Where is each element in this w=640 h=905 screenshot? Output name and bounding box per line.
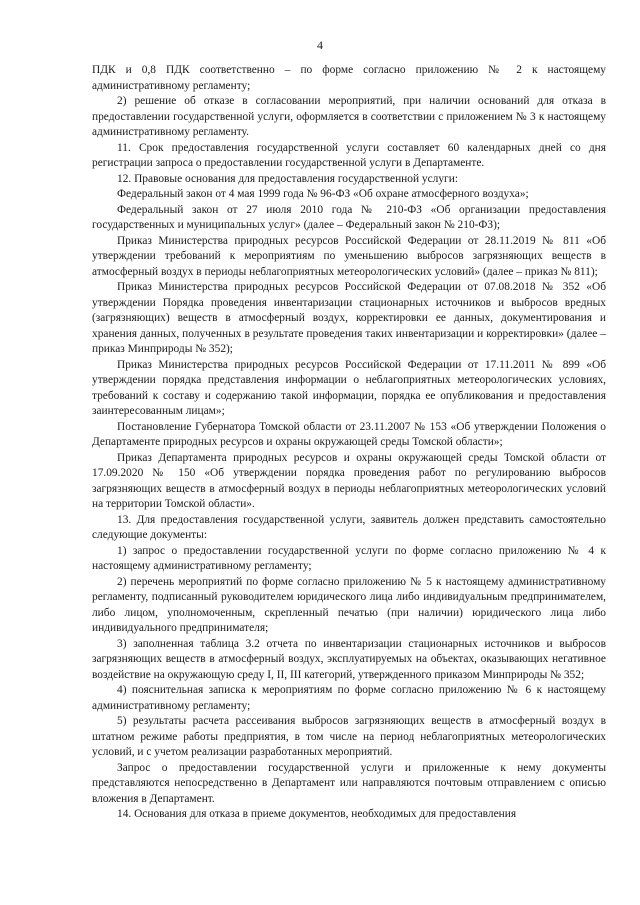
paragraph: Приказ Департамента природных ресурсов и охраны окружающей среды Томской области от 17.09.2020 № 150 «Об утверждении порядка проведения работ по регулированию выбросов загрязняющих веществ в атмосферный воздух в периоды неблагоприятных метеорологических условий на территории Томской области». xyxy=(92,451,606,510)
paragraph: 4) пояснительная записка к мероприятиям по форме согласно приложению № 6 к настоящему административному регламенту; xyxy=(92,684,606,712)
paragraph: Федеральный закон от 4 мая 1999 года № 96-ФЗ «Об охране атмосферного воздуха»; xyxy=(117,188,529,200)
document-body xyxy=(92,63,606,823)
paragraph: Приказ Министерства природных ресурсов Российской Федерации от 17.11.2011 № 899 «Об утверждении порядка представления информации о неблагоприятных метеорологических условиях, требований к составу и содержанию такой информации, порядка ее опубликования и предоставления заинтересованным лицам»; xyxy=(92,358,606,417)
page-number: 4 xyxy=(317,38,323,52)
paragraph: 5) результаты расчета рассеивания выбросов загрязняющих веществ в атмосферный воздух в штатном режиме работы предприятия, в том числе на период неблагоприятных метеорологических условий, и с учетом реализации разработанных мероприятий. xyxy=(92,715,606,758)
paragraph: ПДК и 0,8 ПДК соответственно – по форме согласно приложению № 2 к настоящему административному регламенту; xyxy=(92,64,606,92)
paragraph: Федеральный закон от 27 июля 2010 года № 210-ФЗ «Об организации предоставления государственных и муниципальных услуг» (далее – Федеральный закон № 210-ФЗ); xyxy=(92,203,606,231)
paragraph: Постановление Губернатора Томской области от 23.11.2007 № 153 «Об утверждении Положения о Департаменте природных ресурсов и охраны окружающей среды Томской области»; xyxy=(92,420,606,448)
paragraph: 14. Основания для отказа в приеме документов, необходимых для предоставления xyxy=(117,808,517,820)
paragraph: 3) заполненная таблица 3.2 отчета по инвентаризации стационарных источников и выбросов загрязняющих веществ в атмосферный воздух, эксплуатируемых на объектах, оказывающих негативное воздействие на окружающую среду I, II, III категорий, утвержденного приказом Минприроды № 352; xyxy=(92,637,606,681)
paragraph: 2) решение об отказе в согласовании мероприятий, при наличии оснований для отказа в предоставлении государственной услуги, оформляется в соответствии с приложением № 3 к настоящему административному регламенту. xyxy=(92,95,606,138)
paragraph: Приказ Министерства природных ресурсов Российской Федерации от 28.11.2019 № 811 «Об утверждении требований к мероприятиям по уменьшению выбросов загрязняющих веществ в атмосферный воздух в периоды неблагоприятных метеорологических условий» (далее – приказ № 811); xyxy=(92,234,606,278)
paragraph: Запрос о предоставлении государственной услуги и приложенные к нему документы представляются непосредственно в Департамент или направляются почтовым отправлением с описью вложения в Департамент. xyxy=(92,761,606,805)
paragraph: 1) запрос о предоставлении государственной услуги по форме согласно приложению № 4 к настоящему административному регламенту; xyxy=(92,544,606,572)
paragraph: 2) перечень мероприятий по форме согласно приложению № 5 к настоящему административному регламенту, подписанный руководителем юридического лица либо индивидуальным предпринимателем, либо лицом, уполномоченным, скрепленный печатью (при наличии) юридического лица либо индивидуального предпринимателя; xyxy=(92,575,606,634)
paragraph: Приказ Министерства природных ресурсов Российской Федерации от 07.08.2018 № 352 «Об утверждении Порядка проведения инвентаризации стационарных источников и выбросов вредных (загрязняющих) веществ в атмосферный воздух, корректировки ее данных, документирования и хранения данных, полученных в результате проведения таких инвентаризации и корректировки» (далее – приказ Минприроды № 352); xyxy=(92,281,606,355)
paragraph: 11. Срок предоставления государственной услуги составляет 60 календарных дней со дня регистрации запроса о предоставлении государственной услуги в Департаменте. xyxy=(92,141,606,169)
paragraph: 12. Правовые основания для предоставления государственной услуги: xyxy=(117,172,458,185)
paragraph: 13. Для предоставления государственной услуги, заявитель должен представить самостоятельно следующие документы: xyxy=(92,513,606,541)
